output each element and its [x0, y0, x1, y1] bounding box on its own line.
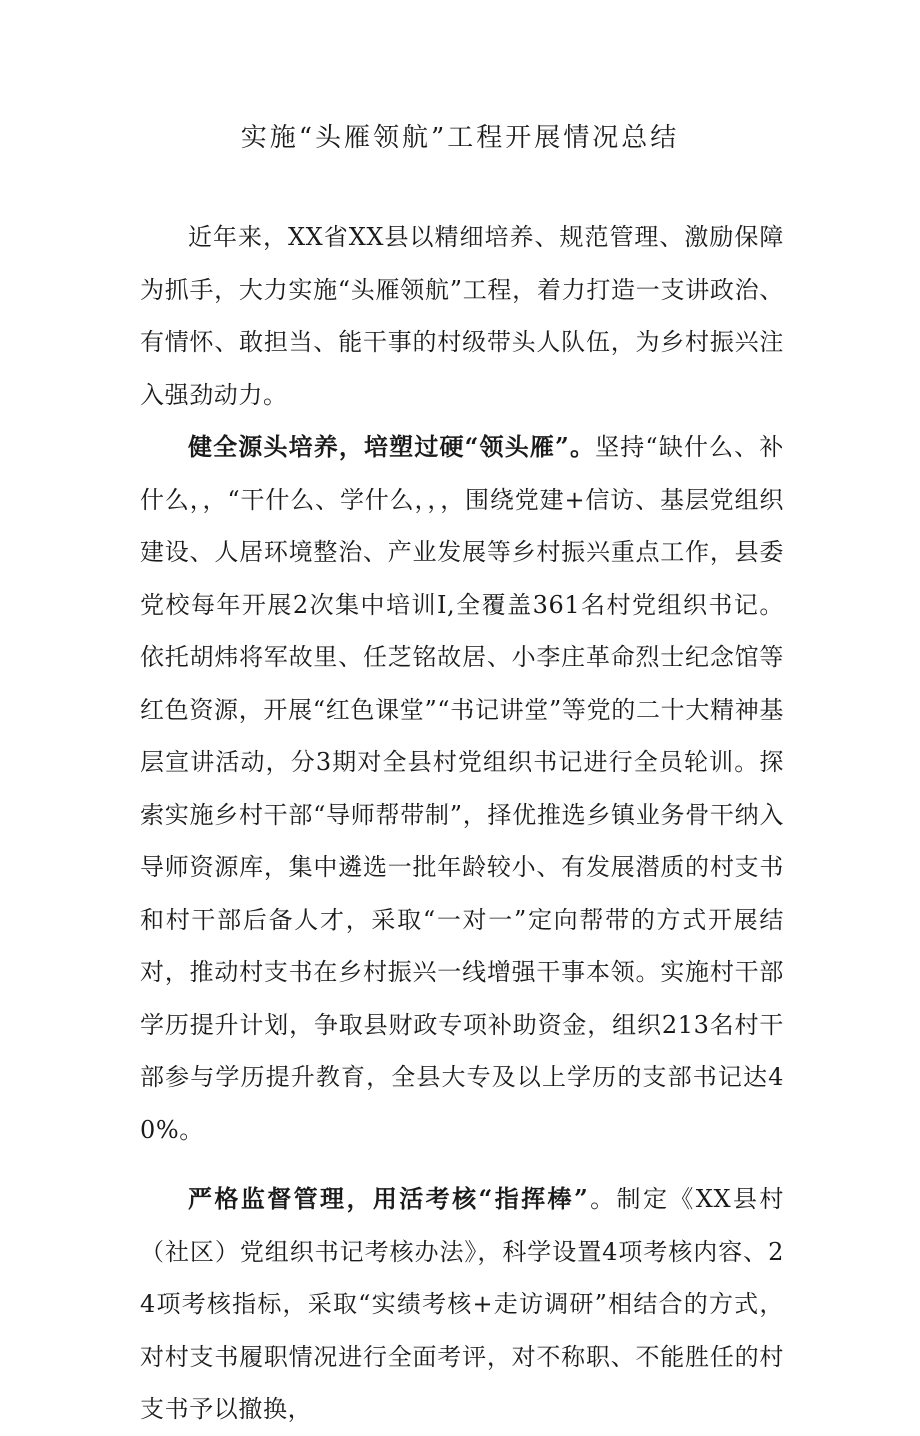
paragraph-training	[140, 421, 784, 1156]
paragraph-intro	[140, 211, 784, 421]
paragraph-text: 坚持“缺什么、补什么，，“干什么、学什么，，，围绕党建+信访、基层党组织建设、人居环境整治、产业发展等乡村振兴重点工作，县委党校每年开展2次集中培训I,全覆盖361名村党组织书记。依托胡炜将军故里、任芝铭故居、小李庄革命烈士纪念馆等红色资源，开展“红色课堂”“书记讲堂”等党的二十大精神基层宣讲活动，分3期对全县村党组织书记进行全员轮训。探索实施乡村干部“导师帮带制”，择优推选乡镇业务骨干纳入导师资源库，集中遴选一批年龄较小、有发展潜质的村支书和村干部后备人才，采取“一对一”定向帮带的方式开展结对，推动村支书在乡村振兴一线增强干事本领。实施村干部学历提升计划，争取县财政专项补助资金，组织213名村干部参与学历提升教育，全县大专及以上学历的支部书记达40%。	[140, 433, 785, 1144]
document-title: 实施“头雁领航”工程开展情况总结	[240, 123, 680, 153]
paragraph-text: 。制定《XX县村（社区）党组织书记考核办法》，科学设置4项考核内容、24项考核指标，采取“实绩考核+走访调研”相结合的方式，对村支书履职情况进行全面考评，对不称职、不能胜任的村支书予以撤换，	[140, 1185, 784, 1423]
paragraph-lead: 严格监督管理，用活考核“指挥棒”	[188, 1184, 589, 1213]
paragraph-text: 近年来，XX省XX县以精细培养、规范管理、激励保障为抓手，大力实施“头雁领航”工程，着力打造一支讲政治、有情怀、敢担当、能干事的村级带头人队伍，为乡村振兴注入强劲动力。	[140, 223, 784, 409]
paragraph-lead: 健全源头培养，培塑过硬“领头雁”。	[188, 432, 596, 461]
document-body	[140, 211, 784, 1436]
paragraph-supervision	[140, 1173, 784, 1436]
